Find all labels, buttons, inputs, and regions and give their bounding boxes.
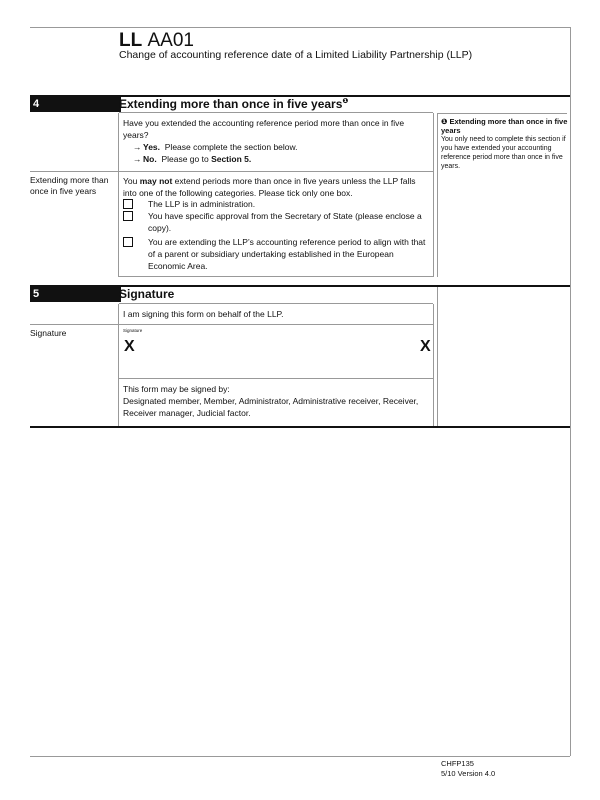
signers-heading: This form may be signed by: bbox=[123, 384, 230, 394]
side-note-text: You only need to complete this section if you have extended your accounting reference period more than once in five years. bbox=[441, 136, 566, 170]
section5-statement: I am signing this form on behalf of the LLP. bbox=[123, 309, 284, 319]
signers-info bbox=[123, 383, 427, 419]
section4-title bbox=[119, 97, 348, 111]
right-rule bbox=[570, 27, 571, 756]
side-note-marker-icon: ❶ bbox=[441, 117, 448, 126]
top-rule bbox=[30, 27, 570, 28]
side-note-heading bbox=[441, 117, 569, 135]
option-no bbox=[133, 153, 251, 165]
section4-left-divider bbox=[118, 113, 119, 277]
signature-box-bottom-rule bbox=[119, 378, 434, 379]
arrow-right-icon: → bbox=[133, 154, 142, 164]
intro-bold: may not bbox=[139, 176, 173, 186]
section5-number: 5 bbox=[30, 287, 121, 302]
option-no-section-link: Section 5. bbox=[211, 154, 252, 164]
section5-bottom-rule bbox=[30, 426, 570, 428]
checkbox-administration-label: The LLP is in administration. bbox=[148, 199, 256, 209]
section4-number: 4 bbox=[30, 97, 121, 112]
option-no-text: Please go to bbox=[161, 154, 212, 164]
form-subtitle: Change of accounting reference date of a Limited Liability Partnership (LLP) bbox=[119, 49, 473, 61]
option-yes-text: Please complete the section below. bbox=[164, 142, 298, 152]
checkbox-secretary-approval[interactable] bbox=[123, 211, 133, 221]
checkbox-administration[interactable] bbox=[123, 199, 133, 209]
form-prefix: LL bbox=[119, 30, 143, 51]
section4-question: Have you extended the accounting reference period more than once in five years? bbox=[123, 118, 405, 140]
section4-note-top-rule bbox=[437, 113, 567, 114]
checkbox-parent-alignment[interactable] bbox=[123, 237, 133, 247]
option-yes bbox=[133, 141, 298, 153]
section4-right-divider bbox=[433, 113, 434, 277]
section4-note-left-divider bbox=[437, 113, 438, 277]
footer-code: CHFP135 bbox=[441, 759, 474, 768]
section5-title-underline bbox=[119, 303, 433, 304]
section4-row-divider bbox=[30, 171, 434, 172]
sign-here-right-icon: X bbox=[420, 338, 431, 355]
note-marker-icon: ❶ bbox=[342, 98, 349, 105]
section5-title: Signature bbox=[119, 287, 175, 301]
intro-prefix: You bbox=[123, 176, 140, 186]
footer-version: 5/10 Version 4.0 bbox=[441, 769, 496, 778]
section4-row-label: Extending more than once in five years bbox=[30, 175, 109, 196]
section5-note-divider bbox=[437, 287, 438, 426]
option-no-label: No. bbox=[143, 154, 157, 164]
intro-suffix: extend periods more than once in five years unless the LLP falls into one of the following categories. Please tick only one box. bbox=[123, 176, 416, 198]
signature-box[interactable] bbox=[119, 325, 433, 378]
signers-list: Designated member, Member, Administrator, Administrative receiver, Receiver, Receiver manager, Judicial factor. bbox=[123, 396, 419, 418]
side-note-title: Extending more than once in five years bbox=[441, 117, 568, 135]
form-code: AA01 bbox=[147, 30, 194, 51]
signature-box-label: Signature bbox=[123, 328, 143, 333]
sign-here-left-icon: X bbox=[124, 338, 135, 355]
section4-intro bbox=[123, 175, 429, 199]
section4-bottom-rule bbox=[119, 276, 434, 277]
section4-title-underline bbox=[119, 112, 433, 113]
footer-rule bbox=[30, 756, 570, 757]
section5-row-label: Signature bbox=[30, 328, 67, 338]
arrow-right-icon: → bbox=[133, 142, 142, 152]
footer bbox=[441, 759, 495, 779]
option-yes-label: Yes. bbox=[143, 142, 161, 152]
section4-title-text: Extending more than once in five years bbox=[119, 97, 343, 111]
checkbox-parent-alignment-label: You are extending the LLP’s accounting reference period to align with that of a parent or subsidiary undertaking established in the European Economic Area. bbox=[148, 237, 426, 271]
checkbox-secretary-approval-label: You have specific approval from the Secretary of State (please enclose a copy). bbox=[148, 211, 422, 233]
section5-right-divider bbox=[433, 304, 434, 426]
section4-side-note bbox=[441, 117, 569, 171]
